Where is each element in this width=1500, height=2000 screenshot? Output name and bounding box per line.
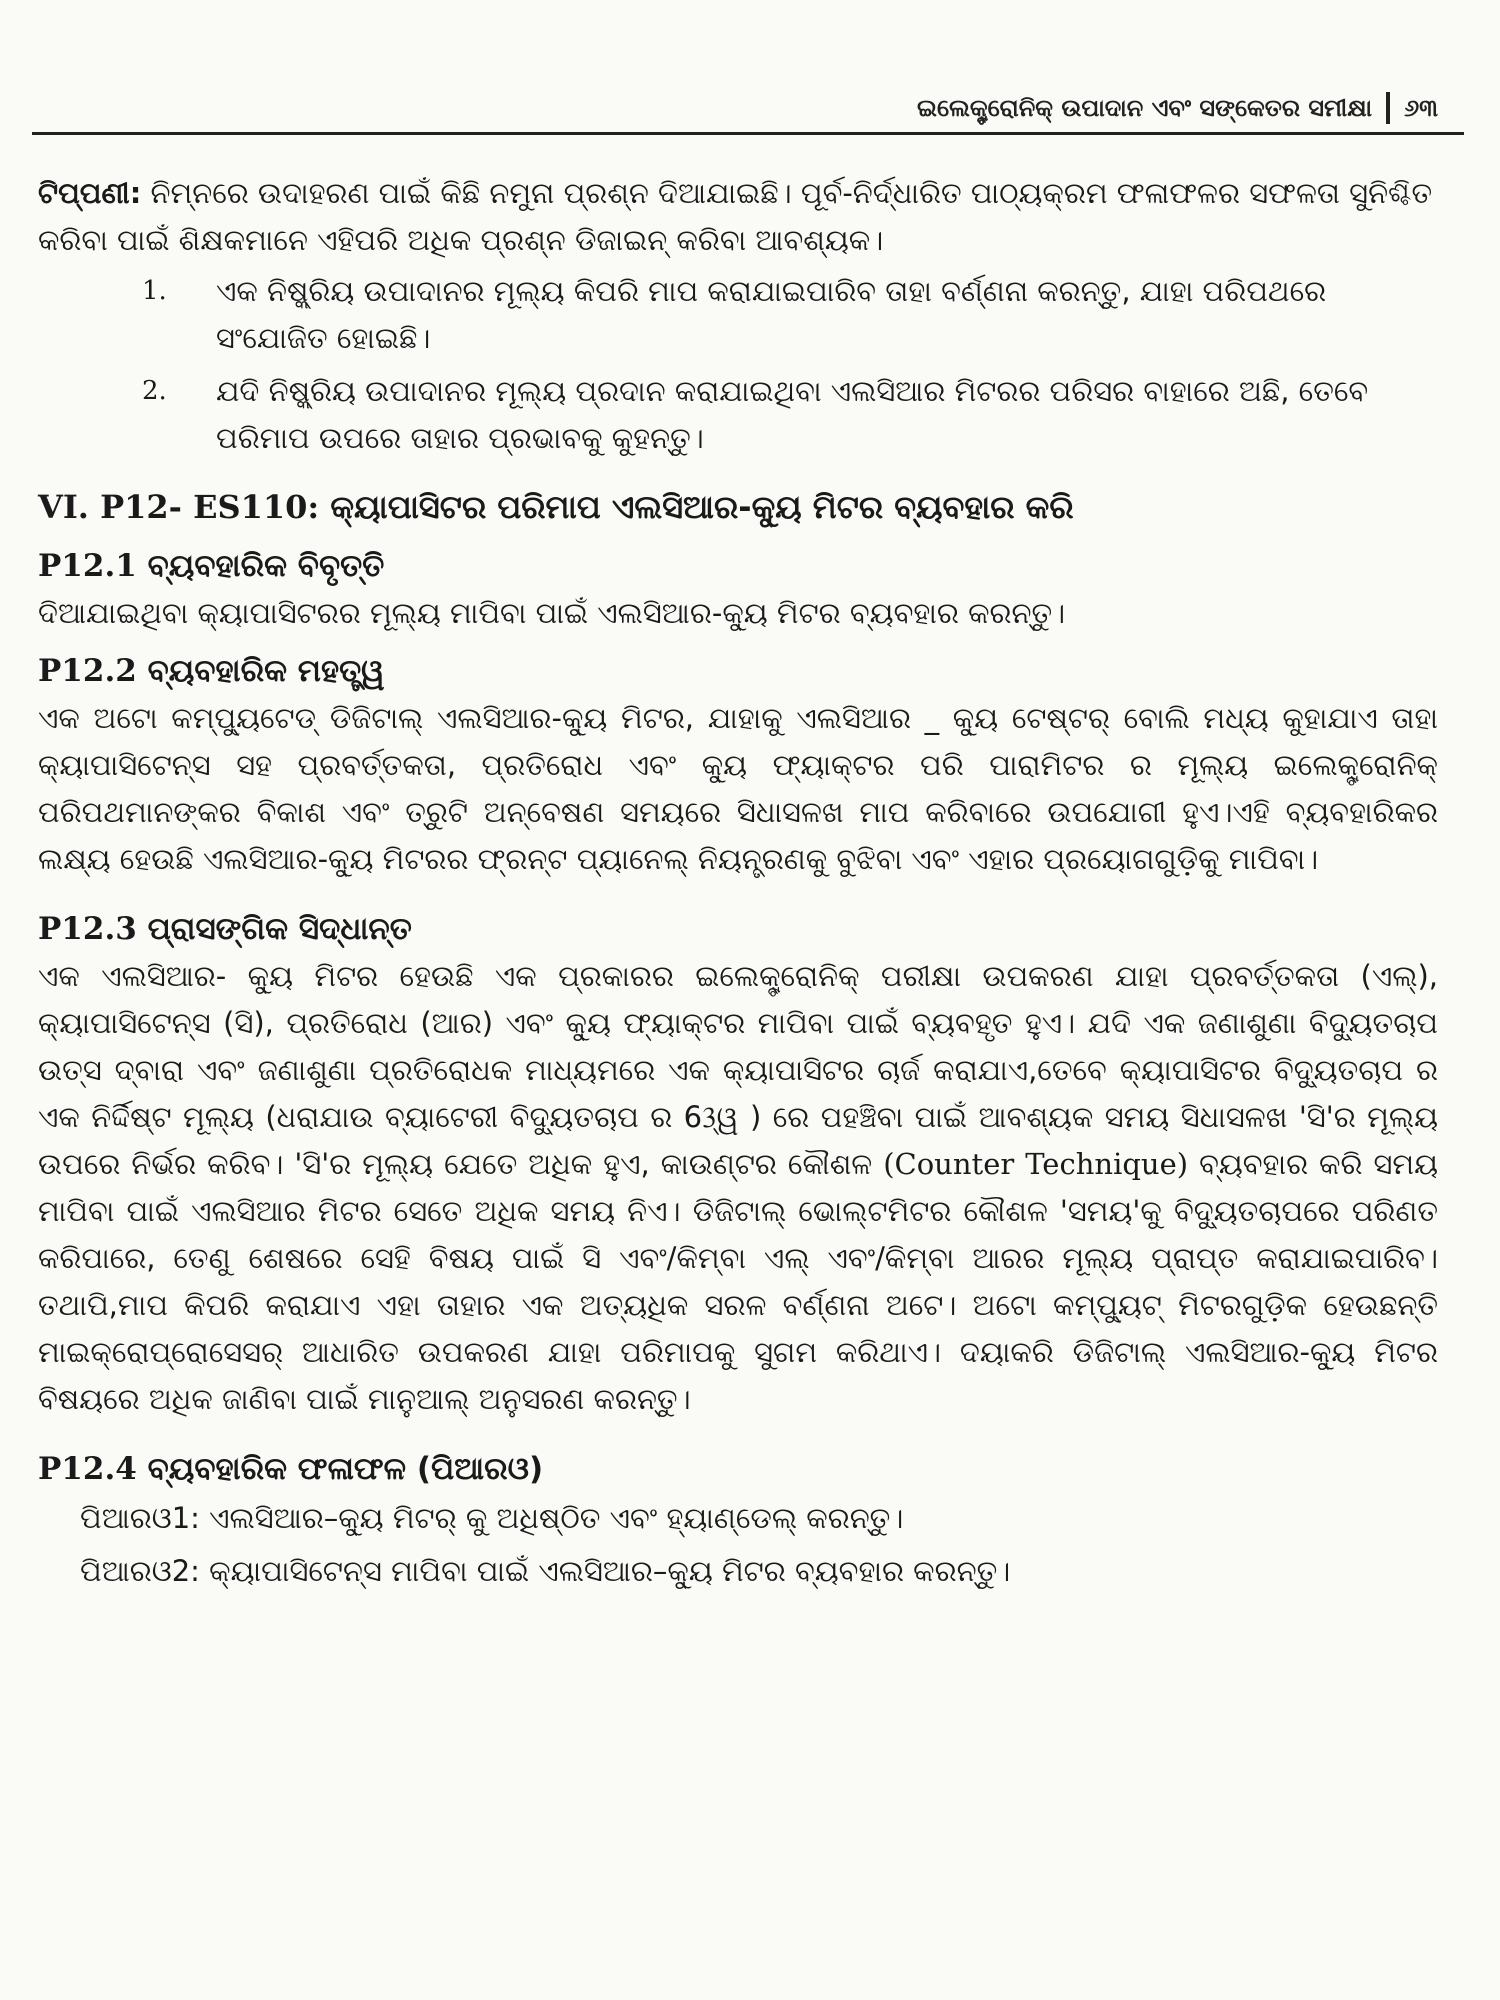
header-rule (32, 132, 1464, 135)
list-item (38, 268, 1438, 362)
p12-1-body: ଦିଆଯାଇଥିବା କ୍ୟାପାସିଟରର ମୂଲ୍ୟ ମାପିବା ପାଇଁ ଏଲସିଆର-କ୍ୟୁ ମିଟର ବ୍ୟବହାର କରନ୍ତୁ। (38, 596, 1066, 630)
section-code: VI. P12- ES110: (38, 488, 320, 526)
subsection-title: ବ୍ୟବହାରିକ ଫଳାଫଳ (ପିଆରଓ) (136, 1451, 544, 1487)
question-text: ଯଦି ନିଷ୍କ୍ରିୟ ଉପାଦାନର ମୂଲ୍ୟ ପ୍ରଦାନ କରାଯାଇଥିବା ଏଲସିଆର ମିଟରର ପରିସର ବାହାରେ ଅଛି, ତେବେ ପରିମାପ ଉପରେ ତାହାର ପ୍ରଭାବକୁ କୁହନ୍ତୁ। (216, 374, 1369, 455)
p12-1-heading (38, 542, 1438, 590)
counter-technique-term: (Counter Technique) (883, 1147, 1189, 1181)
subsection-code: P12.4 (38, 1451, 137, 1487)
running-header (917, 92, 1438, 124)
note-label: ଟିପ୍ପଣୀ: (38, 176, 142, 210)
list-item (38, 368, 1438, 462)
list-item (80, 1548, 1438, 1595)
page-content (38, 170, 1438, 1601)
list-item (80, 1495, 1438, 1542)
p12-3-body-part1: ଏକ ଏଲସିଆର- କ୍ୟୁ ମିଟର ହେଉଛି ଏକ ପ୍ରକାରର ଇଲେକ୍ଟ୍ରୋନିକ୍ ପରୀକ୍ଷା ଉପକରଣ ଯାହା ପ୍ରବର୍ତ୍ତକତା (ଏଲ୍), କ୍ୟାପାସିଟେନ୍ସ (ସି), ପ୍ରତିରୋଧ (ଆର) ଏବଂ କ୍ୟୁ ଫ୍ୟାକ୍ଟର ମାପିବା ପାଇଁ ବ୍ୟବହୃତ ହୁଏ। ଯଦି ଏକ ଜଣାଶୁଣା ବିଦ୍ୟୁତଚାପ ଉତ୍ସ ଦ୍ବାରା ଏବଂ ଜଣାଶୁଣା ପ୍ରତିରୋଧକ ମାଧ୍ୟମରେ ଏକ କ୍ୟାପାସିଟର ଚାର୍ଜ କରାଯାଏ,ତେବେ କ୍ୟାପାସିଟର ବିଦ୍ୟୁତଚାପ ର ଏକ ନିର୍ଦ୍ଦିଷ୍ଟ ମୂଲ୍ୟ (ଧରାଯାଉ ବ୍ୟାଟେରୀ ବିଦ୍ୟୁତଚାପ ର 63୍ୱ ) ରେ ପହଞ୍ଚିବା ପାଇଁ ଆବଶ୍ୟକ ସମୟ ସିଧାସଳଖ 'ସି'ର ମୂଲ୍ୟ ଉପରେ ନିର୍ଭର କରିବ। 'ସି'ର ମୂଲ୍ୟ ଯେତେ ଅଧିକ ହୁଏ, କାଉଣ୍ଟର କୌଶଳ (38, 959, 1438, 1181)
pro-text: କ୍ୟାପାସିଟେନ୍ସ ମାପିବା ପାଇଁ ଏଲସିଆର–କ୍ୟୁ ମିଟର ବ୍ୟବହାର କରନ୍ତୁ। (199, 1554, 1011, 1588)
question-number: 1. (142, 276, 167, 306)
p12-3-heading (38, 905, 1438, 953)
subsection-code: P12.2 (38, 653, 137, 689)
p12-2-heading (38, 647, 1438, 695)
pro-outcome-list (80, 1495, 1438, 1595)
p12-3-body-part2: ବ୍ୟବହାର କରି ସମୟ ମାପିବା ପାଇଁ ଏଲସିଆର ମିଟର ସେତେ ଅଧିକ ସମୟ ନିଏ। ଡିଜିଟାଲ୍ ଭୋଲ୍ଟମିଟର କୌଶଳ 'ସମୟ'କୁ ବିଦ୍ୟୁତଚାପରେ ପରିଣତ କରିପାରେ, ତେଣୁ ଶେଷରେ ସେହି ବିଷୟ ପାଇଁ ସି ଏବଂ/କିମ୍ବା ଏଲ୍ ଏବଂ/କିମ୍ବା ଆରର ମୂଲ୍ୟ ପ୍ରାପ୍ତ କରାଯାଇପାରିବ। ତଥାପି,ମାପ କିପରି କରାଯାଏ ଏହା ତାହାର ଏକ ଅତ୍ୟଧିକ ସରଳ ବର୍ଣ୍ଣନା ଅଟେ। ଅଟୋ କମ୍ପ୍ୟୁଟ୍ ମିଟରଗୁଡ଼ିକ ହେଉଛନ୍ତି ମାଇକ୍ରୋପ୍ରୋସେସର୍ ଆଧାରିତ ଉପକରଣ ଯାହା ପରିମାପକୁ ସୁଗମ କରିଥାଏ। ଦୟାକରି ଡିଜିଟାଲ୍ ଏଲସିଆର-କ୍ୟୁ ମିଟର ବିଷୟରେ ଅଧିକ ଜାଣିବା ପାଇଁ ମାନୁଆଲ୍ ଅନୁସରଣ କରନ୍ତୁ। (38, 1147, 1438, 1416)
section-heading (38, 482, 1438, 532)
subsection-title: ବ୍ୟବହାରିକ ବିବୃତ୍ତି (136, 548, 385, 584)
sample-question-list (38, 268, 1438, 462)
note-paragraph (38, 170, 1438, 264)
subsection-code: P12.3 (38, 911, 137, 947)
subsection-title: ବ୍ୟବହାରିକ ମହତ୍ତ୍ୱ (136, 653, 385, 689)
pro-code: ପିଆରଓ2: (80, 1554, 200, 1588)
question-number: 2. (142, 376, 167, 406)
p12-3-body (38, 953, 1438, 1423)
pro-text: ଏଲସିଆର–କ୍ୟୁ ମିଟର୍ କୁ ଅଧିଷ୍ଠିତ ଏବଂ ହ୍ୟାଣ୍ଡେଲ୍ କରନ୍ତୁ। (199, 1501, 904, 1535)
p12-4-heading (38, 1445, 1438, 1493)
subsection-code: P12.1 (38, 548, 137, 584)
running-title: ଇଲେକ୍ଟ୍ରୋନିକ୍ ଉପାଦାନ ଏବଂ ସଙ୍କେତର ସମୀକ୍ଷା (917, 94, 1373, 122)
section-title: କ୍ୟାପାସିଟର ପରିମାପ ଏଲସିଆର-କ୍ୟୁ ମିଟର ବ୍ୟବହାର କରି (319, 488, 1074, 526)
note-text: ନିମ୍ନରେ ଉଦାହରଣ ପାଇଁ କିଛି ନମୁନା ପ୍ରଶ୍ନ ଦିଆଯାଇଛି। ପୂର୍ବ-ନିର୍ଦ୍ଧାରିତ ପାଠ୍ୟକ୍ରମ ଫଳାଫଳର ସଫଳତା ସୁନିଶ୍ଚିତ କରିବା ପାଇଁ ଶିକ୍ଷକମାନେ ଏହିପରି ଅଧିକ ପ୍ରଶ୍ନ ଡିଜାଇନ୍ କରିବା ଆବଶ୍ୟକ। (38, 176, 1433, 257)
question-text: ଏକ ନିଷ୍କ୍ରିୟ ଉପାଦାନର ମୂଲ୍ୟ କିପରି ମାପ କରାଯାଇପାରିବ ତାହା ବର୍ଣ୍ଣନା କରନ୍ତୁ, ଯାହା ପରିପଥରେ ସଂଯୋଜିତ ହୋଇଛି। (216, 274, 1327, 355)
pro-code: ପିଆରଓ1: (80, 1501, 200, 1535)
subsection-title: ପ୍ରାସଙ୍ଗିକ ସିଦ୍ଧାନ୍ତ (136, 911, 412, 947)
p12-2-body: ଏକ ଅଟୋ କମ୍ପ୍ୟୁଟେଡ୍ ଡିଜିଟାଲ୍ ଏଲସିଆର-କ୍ୟୁ ମିଟର, ଯାହାକୁ ଏଲସିଆର _ କ୍ୟୁ ଟେଷ୍ଟର୍ ବୋଲି ମଧ୍ୟ କୁହାଯାଏ ତାହା କ୍ୟାପାସିଟେନ୍ସ ସହ ପ୍ରବର୍ତ୍ତକତା, ପ୍ରତିରୋଧ ଏବଂ କ୍ୟୁ ଫ୍ୟାକ୍ଟର ପରି ପାରାମିଟର ର ମୂଲ୍ୟ ଇଲେକ୍ଟ୍ରୋନିକ୍ ପରିପଥମାନଙ୍କର ବିକାଶ ଏବଂ ତ୍ରୁଟି ଅନ୍ବେଷଣ ସମୟରେ ସିଧାସଳଖ ମାପ କରିବାରେ ଉପଯୋଗୀ ହୁଏ।ଏହି ବ୍ୟବହାରିକର ଲକ୍ଷ୍ୟ ହେଉଛି ଏଲସିଆର-କ୍ୟୁ ମିଟରର ଫ୍ରନ୍ଟ ପ୍ୟାନେଲ୍ ନିୟନ୍ତ୍ରଣକୁ ବୁଝିବା ଏବଂ ଏହାର ପ୍ରୟୋଗଗୁଡ଼ିକୁ ମାପିବା। (38, 701, 1438, 876)
header-separator (1386, 92, 1390, 124)
page-number: ୬୩ (1404, 94, 1438, 122)
